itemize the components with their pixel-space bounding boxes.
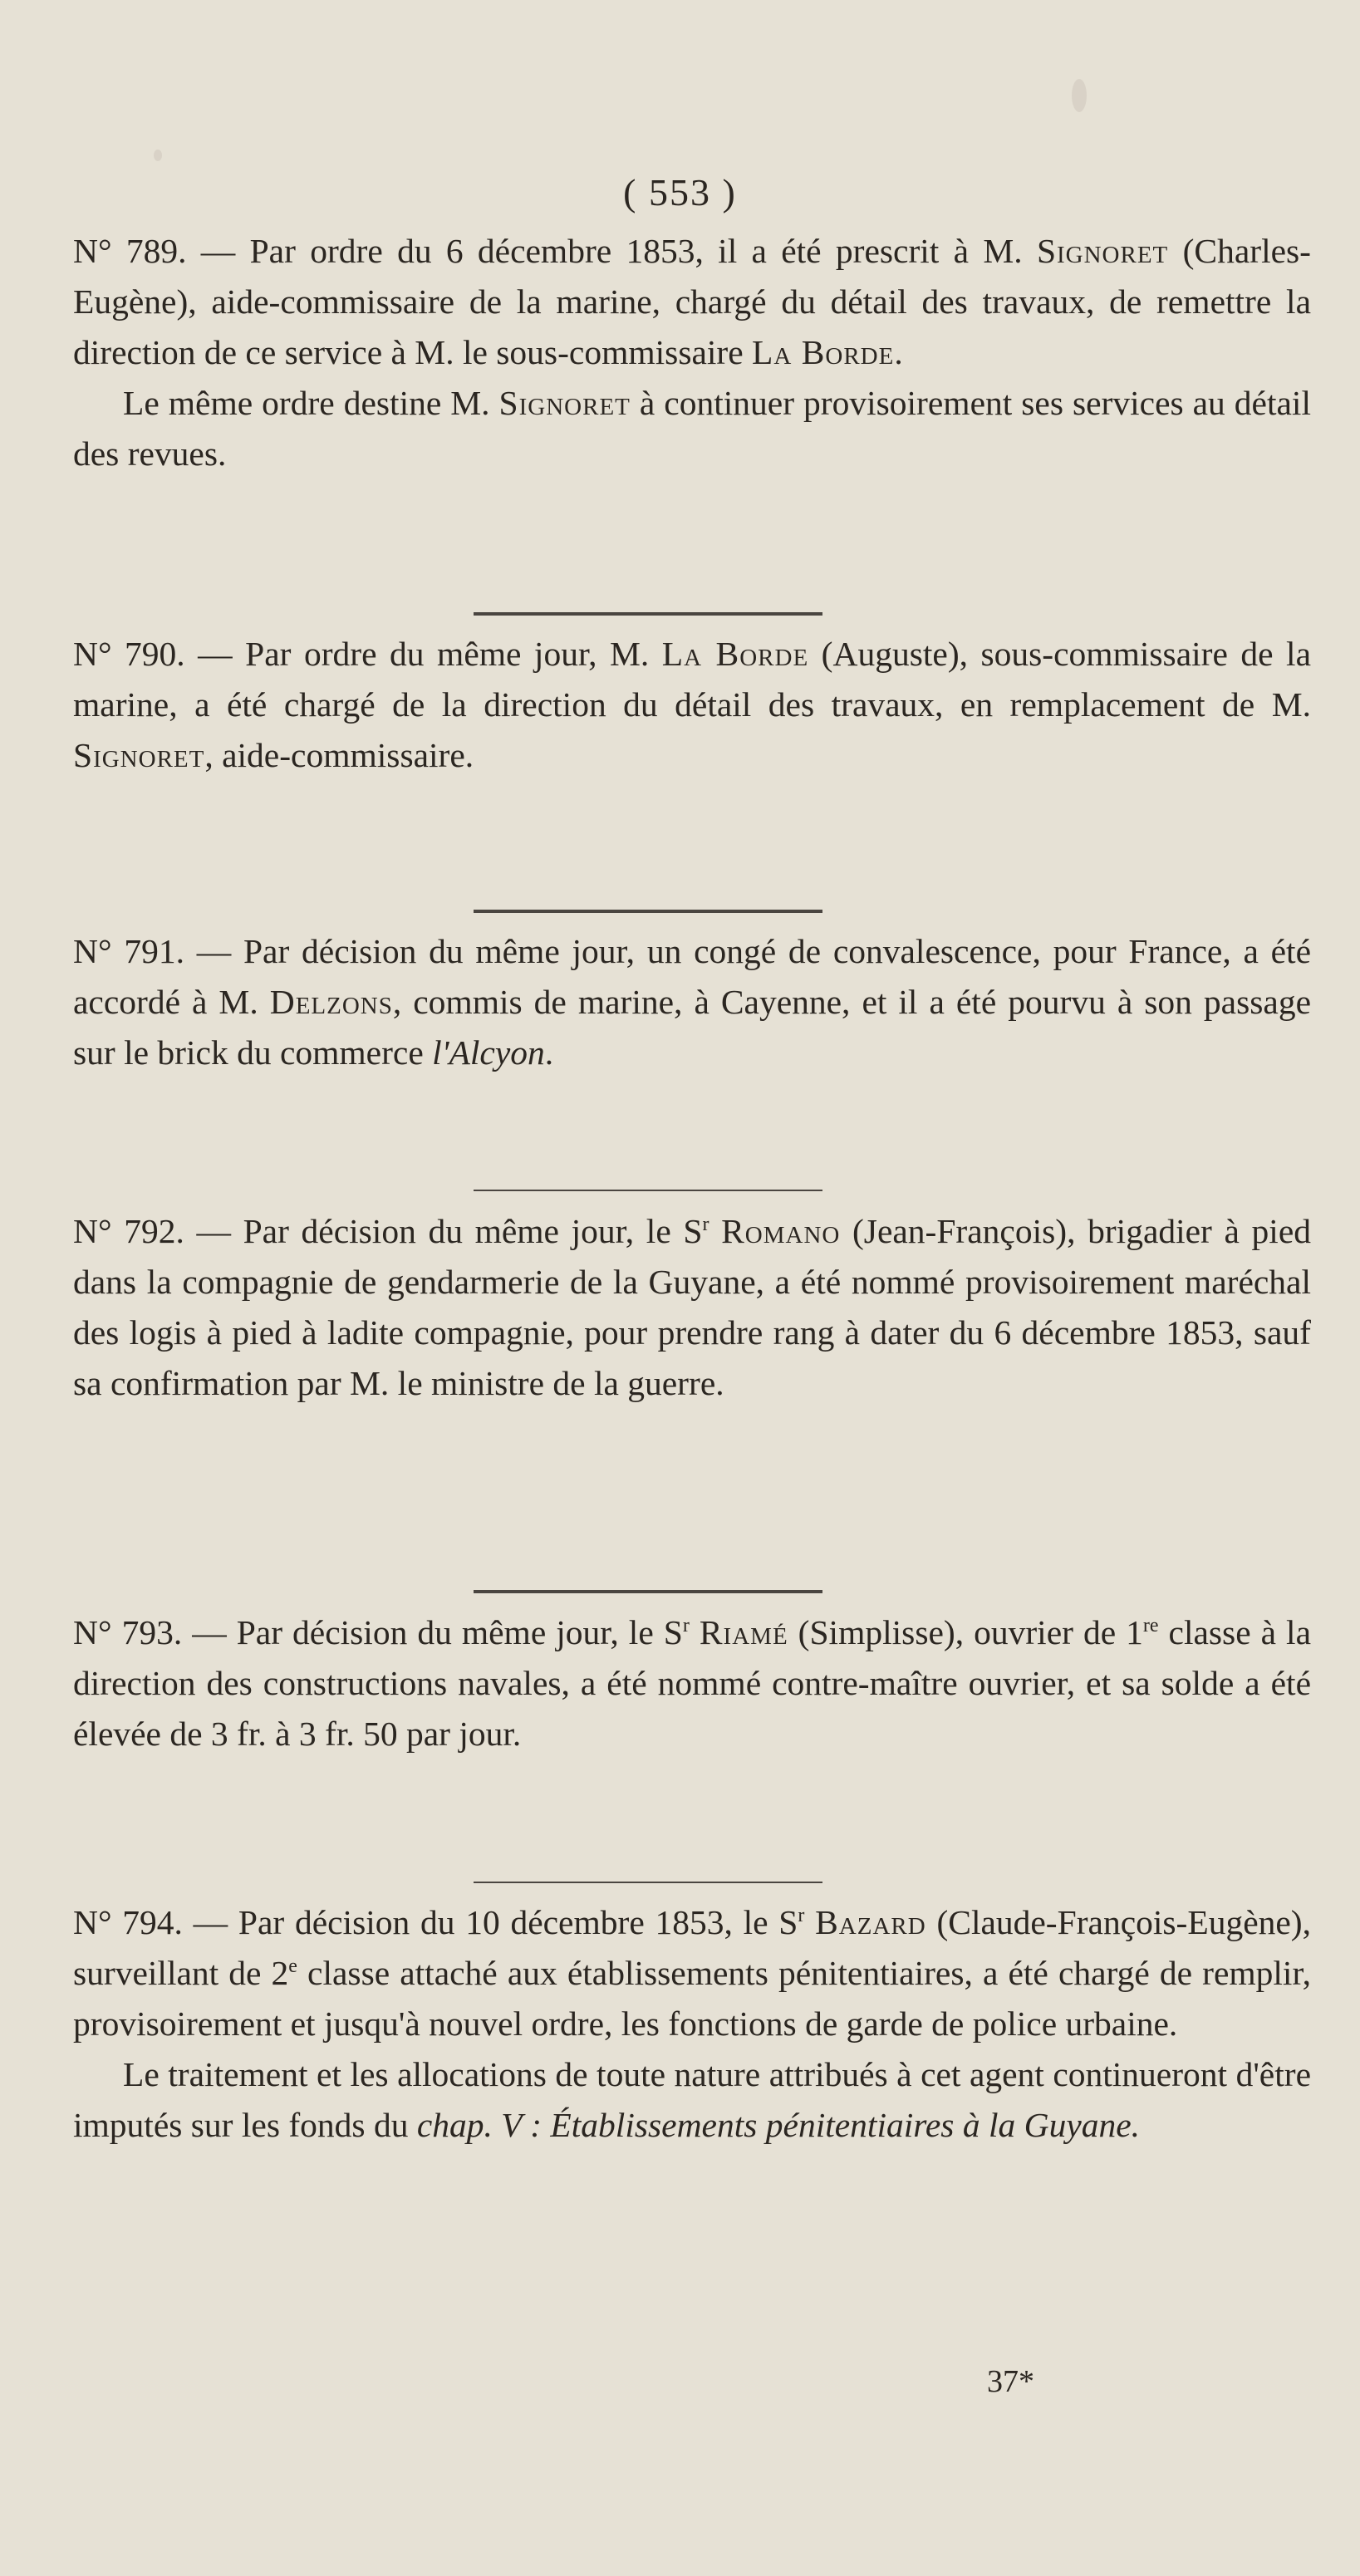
entry-number: N° 794. [73,1903,183,1941]
text-run [709,1212,721,1250]
page-number: ( 553 ) [623,171,737,213]
text-run: — Par décision du même jour, le S [184,1212,703,1250]
entry-791 [73,926,1311,1078]
person-name: Signoret [73,736,205,774]
text-run: (Simplisse), ouvrier de 1 [788,1613,1143,1651]
person-name: Signoret [498,384,631,422]
text-run: . [894,333,903,371]
signature-mark: 37* [987,2364,1034,2399]
superscript: r [702,1214,709,1236]
superscript: r [798,1905,805,1927]
separator-rule [474,910,822,913]
paragraph [73,2049,1311,2151]
text-run: , commis de marine, à Cayenne, et il a été pourvu à son passage sur le brick du commerce [73,983,1311,1072]
entry-793 [73,1607,1311,1759]
paper-stain [154,150,162,161]
text-run: — Par ordre du 6 décembre 1853, il a été prescrit à M. [186,232,1037,270]
separator-rule [474,612,822,616]
person-name: La Borde [752,333,895,371]
entry-number: N° 793. [73,1613,183,1651]
separator-rule [474,1190,822,1191]
entry-789 [73,226,1311,479]
paragraph [73,1897,1311,2049]
paragraph [73,1206,1311,1409]
text-run: , aide-commissaire. [204,736,474,774]
paragraph [73,378,1311,479]
entry-number: N° 792. [73,1212,184,1250]
text-run: l'Alcyon [432,1033,545,1072]
text-run: classe à la direction des constructions navales, a été nommé contre-maître ouvrier, et sa solde a été élevée de 3 fr. à 3 fr. 50 par jour. [73,1613,1312,1753]
text-run: (Claude-François-Eugène), surveillant de 2 [73,1903,1312,1992]
paper-stain [1072,79,1087,112]
entry-792 [73,1206,1311,1409]
paragraph [73,926,1311,1078]
text-run: (Jean-François), brigadier à pied dans la compagnie de gendarmerie de la Guyane, a été nommé provisoirement maréchal des logis à pied à ladite compagnie, pour prendre rang à dater du 6 décembre 1853, sauf sa confirmation par M. le ministre de la guerre. [73,1212,1312,1402]
text-run [690,1613,700,1651]
entry-number: N° 791. [73,932,184,970]
text-run: (Auguste), sous-commissaire de la marine, a été chargé de la direction du détail des travaux, en remplacement de M. [73,635,1311,724]
text-run: — Par décision du 10 décembre 1853, le S [182,1903,798,1941]
superscript: e [288,1955,297,1978]
person-name: Signoret [1036,232,1169,270]
entry-790 [73,629,1311,781]
text-run: Le traitement et les allocations de toute nature attribués à cet agent continueront d'être imputés sur les fonds du [73,2055,1311,2144]
text-run: à continuer provisoirement ses services au détail des revues. [73,384,1311,473]
separator-rule [474,1882,822,1883]
text-run: — Par décision du même jour, un congé de convalescence, pour France, a été accordé à M. [73,932,1311,1021]
superscript: re [1142,1615,1159,1637]
text-run: — Par décision du même jour, le S [182,1613,683,1651]
entry-794 [73,1897,1311,2151]
text-run: Le même ordre destine M. [123,384,499,422]
person-name: Bazard [815,1903,926,1941]
text-run: — Par ordre du même jour, M. [184,635,662,673]
person-name: La Borde [661,635,809,673]
paragraph [73,1607,1311,1759]
entry-number: N° 789. [73,232,187,270]
text-run [804,1903,815,1941]
paragraph [73,629,1311,781]
text-run: (Charles-Eugène), aide-commissaire de la marine, chargé du détail des travaux, de remettre la direction de ce service à M. le sous-commissaire [73,232,1311,371]
text-run: classe attaché aux établissements pénitentiaires, a été chargé de remplir, provisoirement et jusqu'à nouvel ordre, les fonctions de garde de police urbaine. [73,1954,1311,2043]
person-name: Riamé [699,1613,788,1651]
superscript: r [682,1615,690,1637]
paragraph [73,226,1311,378]
text-run: . [544,1033,554,1072]
person-name: Delzons [269,983,393,1021]
person-name: Romano [721,1212,841,1250]
separator-rule [474,1590,822,1593]
text-run: chap. V : Établissements pénitentiaires à la Guyane. [416,2106,1141,2144]
entry-number: N° 790. [73,635,185,673]
